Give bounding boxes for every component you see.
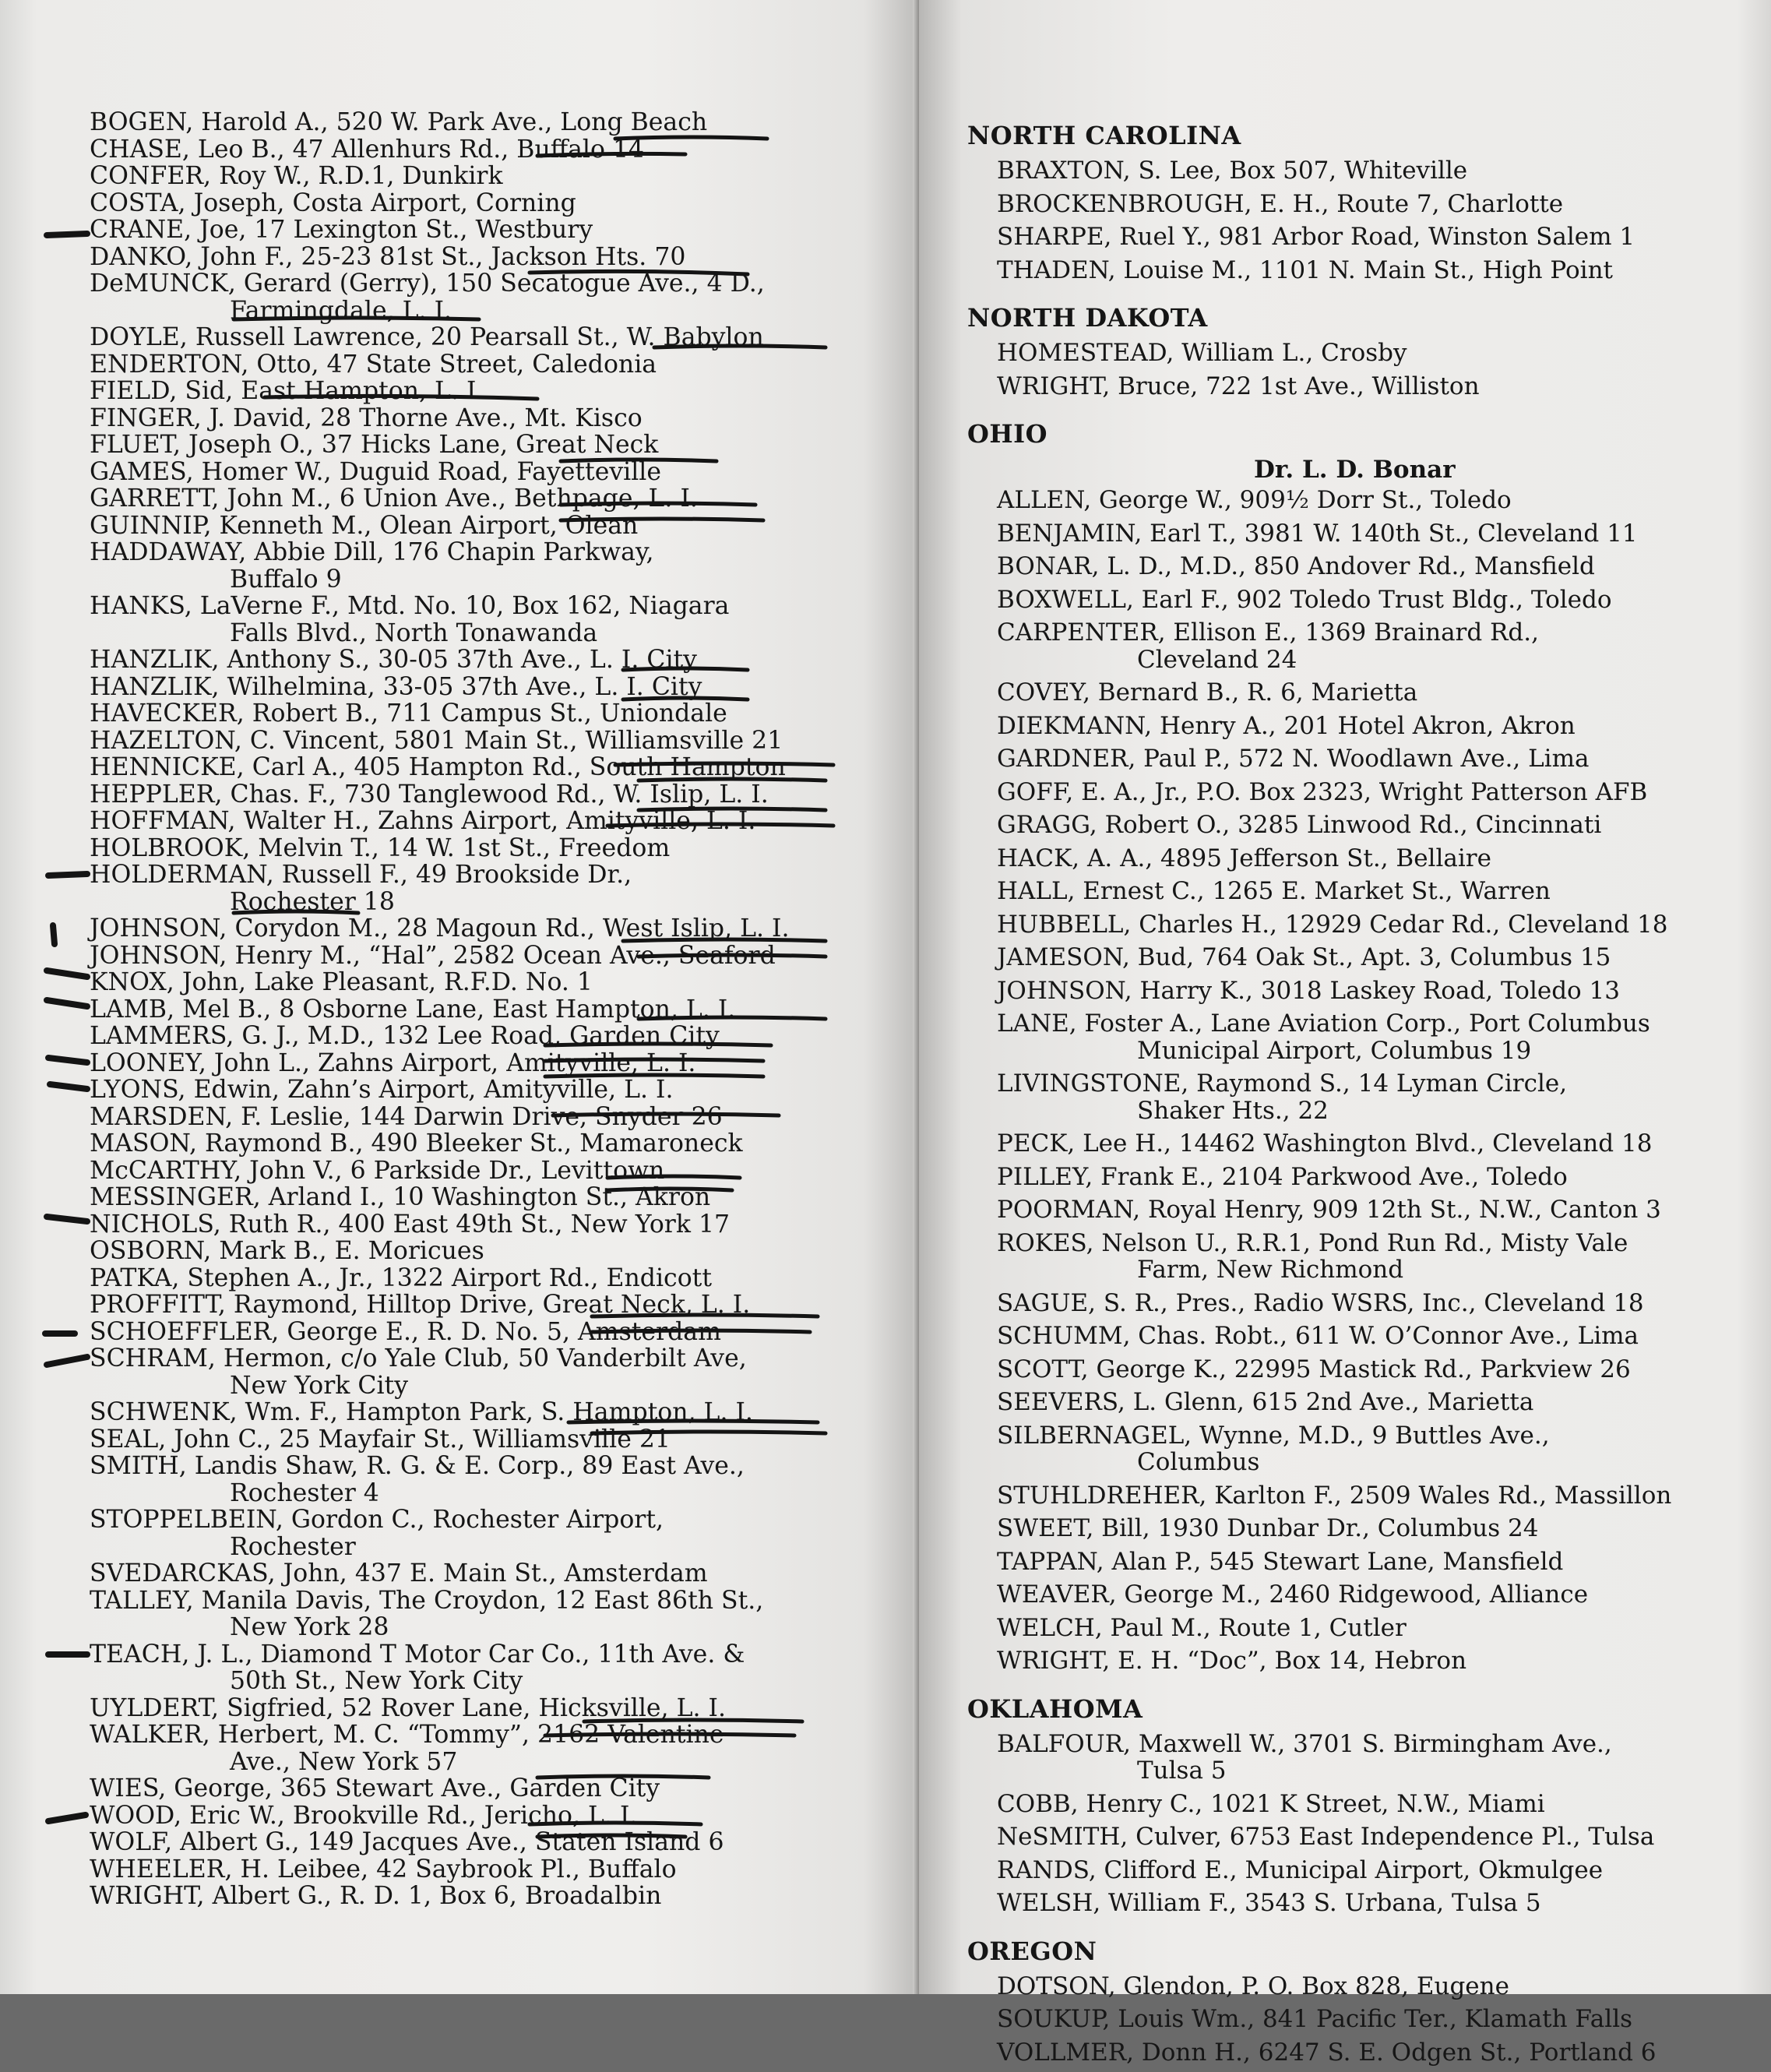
entry-text: SEEVERS, L. Glenn, 615 2nd Ave., Marietta: [997, 1388, 1534, 1416]
directory-entry: [90, 1319, 837, 1346]
entry-text: JOHNSON, Harry K., 3018 Laskey Road, Toledo 13: [997, 976, 1621, 1005]
directory-entry: [997, 1647, 1746, 1675]
entry-continuation: Columbus: [1137, 1448, 1260, 1476]
entry-continuation: Rochester: [230, 1532, 356, 1561]
directory-entry: [997, 1973, 1746, 2000]
entry-text: WRIGHT, E. H. “Doc”, Box 14, Hebron: [997, 1647, 1467, 1675]
directory-entry: [90, 647, 837, 674]
directory-entry: [90, 109, 837, 136]
entry-text: COSTA, Joseph, Costa Airport, Corning: [90, 189, 576, 217]
directory-entry: [90, 485, 837, 513]
entry-text: WELSH, William F., 3543 S. Urbana, Tulsa 5: [997, 1889, 1541, 1917]
directory-entry: [90, 1802, 837, 1830]
entry-text: MASON, Raymond B., 490 Bleeker St., Mamaroneck: [90, 1129, 743, 1158]
entry-text: BROCKENBROUGH, E. H., Route 7, Charlotte: [997, 189, 1564, 218]
directory-entry: [997, 713, 1746, 740]
entry-text: JOHNSON, Corydon M., 28 Magoun Rd., West Islip, L. I.: [90, 914, 790, 943]
entry-text: LOONEY, John L., Zahns Airport, Amityville, L. I.: [90, 1048, 696, 1077]
entry-text: GARDNER, Paul P., 572 N. Woodlawn Ave., Lima: [997, 745, 1590, 773]
entry-continuation: Rochester 4: [230, 1478, 379, 1507]
entry-text: WIES, George, 365 Stewart Ave., Garden City: [90, 1774, 660, 1802]
section-subheading: Dr. L. D. Bonar: [1254, 456, 1456, 484]
entry-text: HOMESTEAD, William L., Crosby: [997, 339, 1407, 367]
entry-text: DANKO, John F., 25-23 81st St., Jackson Hts. 70: [90, 242, 686, 271]
directory-entry: [997, 1581, 1746, 1609]
directory-entry: [90, 1211, 837, 1239]
directory-entry: [997, 587, 1746, 614]
entry-text: SMITH, Landis Shaw, R. G. & E. Corp., 89 East Ave.,: [90, 1452, 745, 1480]
entry-continuation: Falls Blvd., North Tonawanda: [230, 618, 598, 647]
entry-text: SCHUMM, Chas. Robt., 611 W. O’Connor Ave., Lima: [997, 1322, 1639, 1350]
directory-entry: [997, 1389, 1746, 1416]
directory-entry: [90, 351, 837, 379]
directory-entry: [90, 781, 837, 809]
directory-entry: [90, 459, 837, 486]
directory-entry: [90, 1104, 837, 1131]
directory-entry: [997, 191, 1746, 218]
entry-text: UYLDERT, Sigfried, 52 Rover Lane, Hicksville, L. I.: [90, 1693, 726, 1722]
state-heading: OHIO: [967, 419, 1047, 449]
entry-text: STUHLDREHER, Karlton F., 2509 Wales Rd., Massillon: [997, 1481, 1672, 1510]
entry-text: PECK, Lee H., 14462 Washington Blvd., Cleveland 18: [997, 1129, 1653, 1158]
entry-continuation: Shaker Hts., 22: [1137, 1096, 1329, 1125]
entry-text: VOLLMER, Donn H., 6247 S. E. Odgen St., Portland 6: [997, 2038, 1657, 2067]
directory-entry: [997, 1323, 1746, 1350]
entry-text: BRAXTON, S. Lee, Box 507, Whiteville: [997, 157, 1468, 185]
entry-text: PATKA, Stephen A., Jr., 1322 Airport Rd., Endicott: [90, 1263, 712, 1292]
entry-text: NICHOLS, Ruth R., 400 East 49th St., New York 17: [90, 1210, 731, 1239]
entry-text: GARRETT, John M., 6 Union Ave., Bethpage, L. I.: [90, 485, 698, 513]
entry-text: HEPPLER, Chas. F., 730 Tanglewood Rd., W. Islip, L. I.: [90, 780, 769, 809]
directory-entry: [90, 969, 837, 996]
entry-text: SAGUE, S. R., Pres., Radio WSRS, Inc., Cleveland 18: [997, 1288, 1644, 1317]
entry-text: SHARPE, Ruel Y., 981 Arbor Road, Winston Salem 1: [997, 223, 1635, 251]
directory-entry: [997, 1482, 1746, 1510]
entry-text: WOLF, Albert G., 149 Jacques Ave., Staten Island 6: [90, 1828, 724, 1856]
directory-entry: [90, 1695, 837, 1722]
directory-entry: [90, 754, 837, 781]
entry-continuation: Cleveland 24: [1137, 645, 1297, 674]
entry-text: SVEDARCKAS, John, 437 E. Main St., Amsterdam: [90, 1559, 708, 1587]
state-heading: NORTH DAKOTA: [967, 303, 1208, 333]
entry-text: BONAR, L. D., M.D., 850 Andover Rd., Mansfield: [997, 552, 1595, 580]
entry-text: FIELD, Sid, East Hampton, L. I.: [90, 377, 484, 405]
entry-text: SCHOEFFLER, George E., R. D. No. 5, Amsterdam: [90, 1317, 721, 1346]
entry-text: SCOTT, George K., 22995 Mastick Rd., Parkview 26: [997, 1355, 1631, 1383]
entry-text: FLUET, Joseph O., 37 Hicks Lane, Great Neck: [90, 431, 659, 459]
entry-text: GUINNIP, Kenneth M., Olean Airport, Olean: [90, 511, 639, 540]
entry-text: HAVECKER, Robert B., 711 Campus St., Uniondale: [90, 699, 727, 728]
directory-entry: [90, 1829, 837, 1856]
directory-entry: [997, 1164, 1746, 1191]
directory-entry: [90, 244, 837, 271]
entry-text: McCARTHY, John V., 6 Parkside Dr., Levittown: [90, 1156, 665, 1185]
directory-entry: [997, 1515, 1746, 1542]
entry-text: HUBBELL, Charles H., 12929 Cedar Rd., Cleveland 18: [997, 910, 1668, 939]
entry-text: HENNICKE, Carl A., 405 Hampton Rd., South Hampton: [90, 753, 786, 781]
entry-text: CARPENTER, Ellison E., 1369 Brainard Rd.,: [997, 618, 1539, 647]
directory-entry: [90, 163, 837, 190]
directory-entry: [997, 1356, 1746, 1383]
directory-entry: [90, 217, 837, 244]
entry-continuation: 50th St., New York City: [230, 1667, 523, 1695]
right-column-directory: [967, 122, 1746, 2072]
directory-entry: [997, 1422, 1746, 1476]
directory-entry: [90, 1158, 837, 1185]
directory-entry: [997, 779, 1746, 806]
directory-entry: [90, 270, 837, 324]
entry-text: WALKER, Herbert, M. C. “Tommy”, 2162 Valentine: [90, 1721, 724, 1749]
entry-continuation: Farmingdale, L. I.: [230, 296, 452, 325]
entry-text: HOLBROOK, Melvin T., 14 W. 1st St., Freedom: [90, 833, 671, 862]
directory-entry: [90, 728, 837, 755]
directory-entry: [90, 432, 837, 459]
directory-entry: [90, 1775, 837, 1802]
entry-continuation: Buffalo 9: [230, 565, 342, 594]
directory-entry: [997, 878, 1746, 905]
entry-text: SWEET, Bill, 1930 Dunbar Dr., Columbus 24: [997, 1514, 1539, 1542]
entry-text: RANDS, Clifford E., Municipal Airport, Okmulgee: [997, 1855, 1604, 1884]
directory-entry: [90, 405, 837, 432]
entry-text: FINGER, J. David, 28 Thorne Ave., Mt. Kisco: [90, 403, 643, 432]
directory-entry: [997, 1230, 1746, 1284]
directory-entry: [997, 1290, 1746, 1317]
directory-entry: [997, 553, 1746, 580]
right-page: [919, 0, 1771, 2067]
directory-entry: [90, 1023, 837, 1050]
entry-text: LYONS, Edwin, Zahn’s Airport, Amityville, L. I.: [90, 1076, 674, 1104]
entry-text: DOTSON, Glendon, P. O. Box 828, Eugene: [997, 1972, 1509, 2000]
entry-text: CHASE, Leo B., 47 Allenhurs Rd., Buffalo 14: [90, 135, 645, 164]
directory-entry: [997, 520, 1746, 548]
directory-entry: [997, 845, 1746, 872]
entry-text: WRIGHT, Albert G., R. D. 1, Box 6, Broadalbin: [90, 1882, 662, 1910]
entry-text: SEAL, John C., 25 Mayfair St., Williamsville 21: [90, 1425, 671, 1454]
entry-text: LAMB, Mel B., 8 Osborne Lane, East Hampton, L. I.: [90, 995, 736, 1024]
directory-entry: [997, 340, 1746, 367]
entry-text: PILLEY, Frank E., 2104 Parkwood Ave., Toledo: [997, 1162, 1568, 1191]
directory-entry: [90, 915, 837, 943]
entry-text: CRANE, Joe, 17 Lexington St., Westbury: [90, 216, 593, 244]
entry-text: MARSDEN, F. Leslie, 144 Darwin Drive, Snyder 26: [90, 1102, 723, 1131]
directory-entry: [90, 1453, 837, 1506]
state-heading: OREGON: [967, 1936, 1097, 1966]
entry-text: KNOX, John, Lake Pleasant, R.F.D. No. 1: [90, 968, 593, 996]
directory-entry: [997, 978, 1746, 1005]
entry-text: GOFF, E. A., Jr., P.O. Box 2323, Wright Patterson AFB: [997, 777, 1648, 806]
directory-entry: [997, 157, 1746, 185]
entry-text: LANE, Foster A., Lane Aviation Corp., Port Columbus: [997, 1010, 1650, 1038]
directory-entry: [997, 679, 1746, 707]
entry-text: ROKES, Nelson U., R.R.1, Pond Run Rd., Misty Vale: [997, 1228, 1628, 1257]
entry-text: BALFOUR, Maxwell W., 3701 S. Birmingham Ave.,: [997, 1729, 1612, 1758]
directory-entry: [997, 487, 1746, 514]
directory-entry: [90, 1291, 837, 1319]
entry-text: TAPPAN, Alan P., 545 Stewart Lane, Mansfield: [997, 1547, 1564, 1576]
directory-entry: [90, 1130, 837, 1158]
directory-entry: [90, 943, 837, 970]
directory-entry: [90, 808, 837, 835]
directory-entry: [997, 1791, 1746, 1818]
left-column-directory: [90, 109, 837, 1910]
directory-entry: [997, 1010, 1746, 1064]
directory-entry: [90, 1345, 837, 1399]
entry-continuation: Ave., New York 57: [230, 1747, 458, 1776]
directory-entry: [997, 1549, 1746, 1576]
directory-entry: [90, 1077, 837, 1104]
directory-entry: [90, 1399, 837, 1426]
entry-text: LIVINGSTONE, Raymond S., 14 Lyman Circle,: [997, 1069, 1568, 1098]
directory-entry: [997, 257, 1746, 284]
entry-text: MESSINGER, Arland I., 10 Washington St., Akron: [90, 1183, 711, 1211]
entry-text: DIEKMANN, Henry A., 201 Hotel Akron, Akron: [997, 711, 1576, 740]
directory-entry: [997, 2039, 1746, 2067]
entry-text: TEACH, J. L., Diamond T Motor Car Co., 11th Ave. &: [90, 1640, 745, 1669]
directory-entry: [90, 1883, 837, 1910]
entry-text: HALL, Ernest C., 1265 E. Market St., Warren: [997, 877, 1551, 905]
directory-entry: [90, 674, 837, 701]
directory-entry: [997, 1857, 1746, 1884]
directory-entry: [90, 1721, 837, 1775]
directory-entry: [90, 1426, 837, 1454]
directory-entry: [90, 1184, 837, 1211]
directory-entry: [90, 513, 837, 540]
entry-continuation: New York 28: [230, 1613, 389, 1641]
directory-entry: [997, 373, 1746, 400]
entry-text: HANKS, LaVerne F., Mtd. No. 10, Box 162, Niagara: [90, 592, 730, 620]
directory-entry: [997, 619, 1746, 673]
directory-entry: [997, 812, 1746, 839]
entry-text: JOHNSON, Henry M., “Hal”, 2582 Ocean Ave., Seaford: [90, 941, 776, 970]
directory-entry: [997, 1824, 1746, 1851]
entry-text: BOGEN, Harold A., 520 W. Park Ave., Long Beach: [90, 108, 708, 136]
entry-text: HOFFMAN, Walter H., Zahns Airport, Amityville, L. I.: [90, 807, 756, 835]
state-heading: NORTH CAROLINA: [967, 121, 1241, 150]
entry-text: HANZLIK, Anthony S., 30-05 37th Ave., L. I. City: [90, 646, 697, 674]
entry-text: WOOD, Eric W., Brookville Rd., Jericho, L. I.: [90, 1801, 638, 1830]
directory-entry: [997, 944, 1746, 971]
entry-continuation: Tulsa 5: [1137, 1757, 1227, 1785]
directory-entry: [997, 1130, 1746, 1158]
directory-entry: [90, 835, 837, 862]
directory-entry: [997, 1890, 1746, 1917]
directory-entry: [90, 1641, 837, 1695]
entry-text: NeSMITH, Culver, 6753 East Independence Pl., Tulsa: [997, 1823, 1655, 1851]
directory-entry: [90, 862, 837, 915]
directory-entry: [90, 1050, 837, 1077]
directory-entry: [997, 2006, 1746, 2033]
directory-entry: [997, 1196, 1746, 1224]
entry-continuation: Rochester 18: [230, 887, 395, 916]
entry-text: THADEN, Louise M., 1101 N. Main St., High Point: [997, 255, 1613, 284]
directory-entry: [997, 745, 1746, 773]
entry-text: COVEY, Bernard B., R. 6, Marietta: [997, 678, 1418, 707]
entry-text: JAMESON, Bud, 764 Oak St., Apt. 3, Columbus 15: [997, 943, 1611, 971]
entry-text: HACK, A. A., 4895 Jefferson St., Bellaire: [997, 844, 1491, 872]
directory-entry: [90, 1506, 837, 1560]
directory-entry: [90, 190, 837, 217]
entry-text: DeMUNCK, Gerard (Gerry), 150 Secatogue Ave., 4 D.,: [90, 270, 765, 298]
entry-text: SCHRAM, Hermon, c/o Yale Club, 50 Vanderbilt Ave,: [90, 1344, 747, 1373]
entry-text: WHEELER, H. Leibee, 42 Saybrook Pl., Buffalo: [90, 1855, 677, 1883]
entry-continuation: Farm, New Richmond: [1137, 1256, 1404, 1284]
directory-entry: [90, 996, 837, 1024]
entry-text: PROFFITT, Raymond, Hilltop Drive, Great Neck, L. I.: [90, 1291, 751, 1319]
directory-entry: [90, 593, 837, 647]
directory-entry: [90, 1560, 837, 1587]
entry-text: SCHWENK, Wm. F., Hampton Park, S. Hampton, L. I.: [90, 1398, 753, 1426]
directory-entry: [90, 1856, 837, 1883]
entry-continuation: Municipal Airport, Columbus 19: [1137, 1036, 1532, 1065]
entry-text: HANZLIK, Wilhelmina, 33-05 37th Ave., L. I. City: [90, 672, 702, 701]
state-heading: OKLAHOMA: [967, 1693, 1143, 1724]
entry-text: STOPPELBEIN, Gordon C., Rochester Airport,: [90, 1506, 664, 1534]
directory-entry: [90, 539, 837, 593]
directory-entry: [997, 224, 1746, 251]
entry-text: WEAVER, George M., 2460 Ridgewood, Alliance: [997, 1580, 1589, 1609]
directory-entry: [90, 1265, 837, 1292]
directory-entry: [997, 911, 1746, 939]
directory-entry: [90, 324, 837, 351]
entry-text: GRAGG, Robert O., 3285 Linwood Rd., Cincinnati: [997, 811, 1602, 839]
entry-text: COBB, Henry C., 1021 K Street, N.W., Miami: [997, 1789, 1545, 1818]
directory-entry: [90, 136, 837, 164]
entry-text: DOYLE, Russell Lawrence, 20 Pearsall St., W. Babylon: [90, 323, 764, 351]
entry-text: BENJAMIN, Earl T., 3981 W. 140th St., Cleveland 11: [997, 519, 1638, 548]
entry-text: BOXWELL, Earl F., 902 Toledo Trust Bldg., Toledo: [997, 585, 1612, 614]
entry-text: SILBERNAGEL, Wynne, M.D., 9 Buttles Ave.,: [997, 1421, 1550, 1450]
entry-text: ALLEN, George W., 909½ Dorr St., Toledo: [997, 486, 1512, 514]
entry-text: WELCH, Paul M., Route 1, Cutler: [997, 1613, 1407, 1642]
entry-text: ENDERTON, Otto, 47 State Street, Caledonia: [90, 350, 657, 379]
directory-entry: [997, 1070, 1746, 1124]
entry-text: HOLDERMAN, Russell F., 49 Brookside Dr.,: [90, 861, 632, 889]
directory-entry: [90, 1587, 837, 1641]
entry-text: CONFER, Roy W., R.D.1, Dunkirk: [90, 162, 503, 190]
directory-entry: [997, 1731, 1746, 1785]
entry-continuation: New York City: [230, 1371, 408, 1400]
directory-entry: [90, 700, 837, 728]
entry-text: OSBORN, Mark B., E. Moricues: [90, 1237, 484, 1265]
directory-entry: [90, 378, 837, 405]
directory-entry: [90, 1238, 837, 1265]
entry-text: WRIGHT, Bruce, 722 1st Ave., Williston: [997, 372, 1480, 400]
entry-text: POORMAN, Royal Henry, 909 12th St., N.W., Canton 3: [997, 1196, 1661, 1224]
left-page: [0, 0, 919, 1994]
entry-text: SOUKUP, Louis Wm., 841 Pacific Ter., Klamath Falls: [997, 2005, 1633, 2033]
entry-text: HAZELTON, C. Vincent, 5801 Main St., Williamsville 21: [90, 726, 783, 755]
entry-text: TALLEY, Manila Davis, The Croydon, 12 East 86th St.,: [90, 1586, 764, 1615]
directory-entry: [997, 1615, 1746, 1642]
entry-text: GAMES, Homer W., Duguid Road, Fayetteville: [90, 457, 662, 486]
entry-text: HADDAWAY, Abbie Dill, 176 Chapin Parkway,: [90, 538, 654, 566]
entry-text: LAMMERS, G. J., M.D., 132 Lee Road, Garden City: [90, 1022, 720, 1050]
